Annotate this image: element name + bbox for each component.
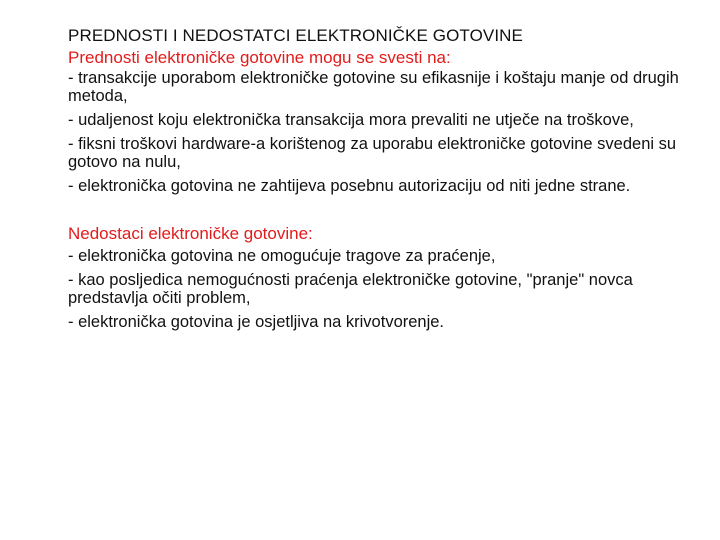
slide-content — [68, 25, 688, 337]
disadvantages-heading: Nedostaci elektroničke gotovine: — [68, 224, 313, 243]
list-item: - elektronička gotovina je osjetljiva na krivotvorenje. — [68, 313, 445, 331]
list-item: - transakcije uporabom elektroničke gotovine su efikasnije i koštaju manje od drugih metoda, — [68, 69, 679, 105]
list-item: - fiksni troškovi hardware-a korištenog za uporabu elektroničke gotovine svedeni su gotovo na nulu, — [68, 135, 677, 171]
advantages-heading: Prednosti elektroničke gotovine mogu se svesti na: — [68, 48, 451, 67]
list-item: - elektronička gotovina ne omogućuje tragove za praćenje, — [68, 247, 496, 265]
disadvantages-list — [68, 247, 688, 331]
advantages-list — [68, 69, 688, 195]
list-item: - udaljenost koju elektronička transakcija mora prevaliti ne utječe na troškove, — [68, 111, 634, 129]
list-item: - elektronička gotovina ne zahtijeva posebnu autorizaciju od niti jedne strane. — [68, 177, 631, 195]
list-item: - kao posljedica nemogućnosti praćenja elektroničke gotovine, "pranje" novca predstavlja očiti problem, — [68, 271, 633, 307]
page-title: PREDNOSTI I NEDOSTATCI ELEKTRONIČKE GOTOVINE — [68, 26, 523, 45]
